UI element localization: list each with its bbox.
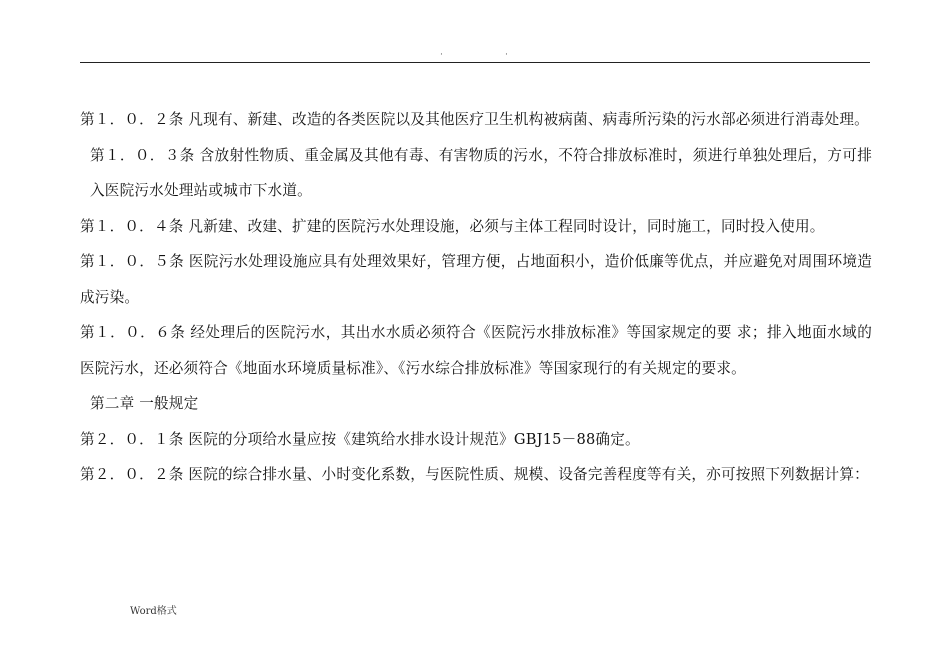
header-dot-left: · (440, 50, 443, 60)
page-footer: Word格式 (130, 606, 177, 617)
clause-1-0-3: 第１．０．３条 含放射性物质、重金属及其他有毒、有害物质的污水，不符合排放标准时，须进行单独处理后，方可排入医院污水处理站或城市下水道。 (90, 146, 872, 199)
clause-1-0-2: 第１．０．２条 凡现有、新建、改造的各类医院以及其他医疗卫生机构被病菌、病毒所污染的污水部必须进行消毒处理。 (80, 111, 869, 128)
clause-1-0-4: 第１．０．４条 凡新建、改建、扩建的医院污水处理设施，必须与主体工程同时设计，同时施工，同时投入使用。 (80, 217, 825, 235)
clause-2-0-1: 第２．０．１条 医院的分项给水量应按《建筑给水排水设计规范》GBJ15－88确定。 (80, 430, 640, 448)
chapter-heading: 第二章 一般规定 (90, 395, 199, 412)
clause-1-0-5: 第１．０．５条 医院污水处理设施应具有处理效果好，管理方便，占地面积小，造价低廉等优点，并应避免对周围环境造成污染。 (80, 253, 872, 306)
clause-1-0-6: 第１．０．６条 经处理后的医院污水，其出水水质必须符合《医院污水排放标准》等国家规定的要 求；排入地面水域的医院污水，还必须符合《地面水环境质量标准》、《污水综合排放标准》等国家现行的有关规定的要求。 (80, 324, 872, 377)
header-dot-right: · (505, 50, 508, 60)
header-rule (80, 62, 870, 63)
document-body (80, 102, 872, 493)
clause-2-0-2: 第２．０．２条 医院的综合排水量、小时变化系数，与医院性质、规模、设备完善程度等有关，亦可按照下列数据计算： (80, 466, 869, 483)
